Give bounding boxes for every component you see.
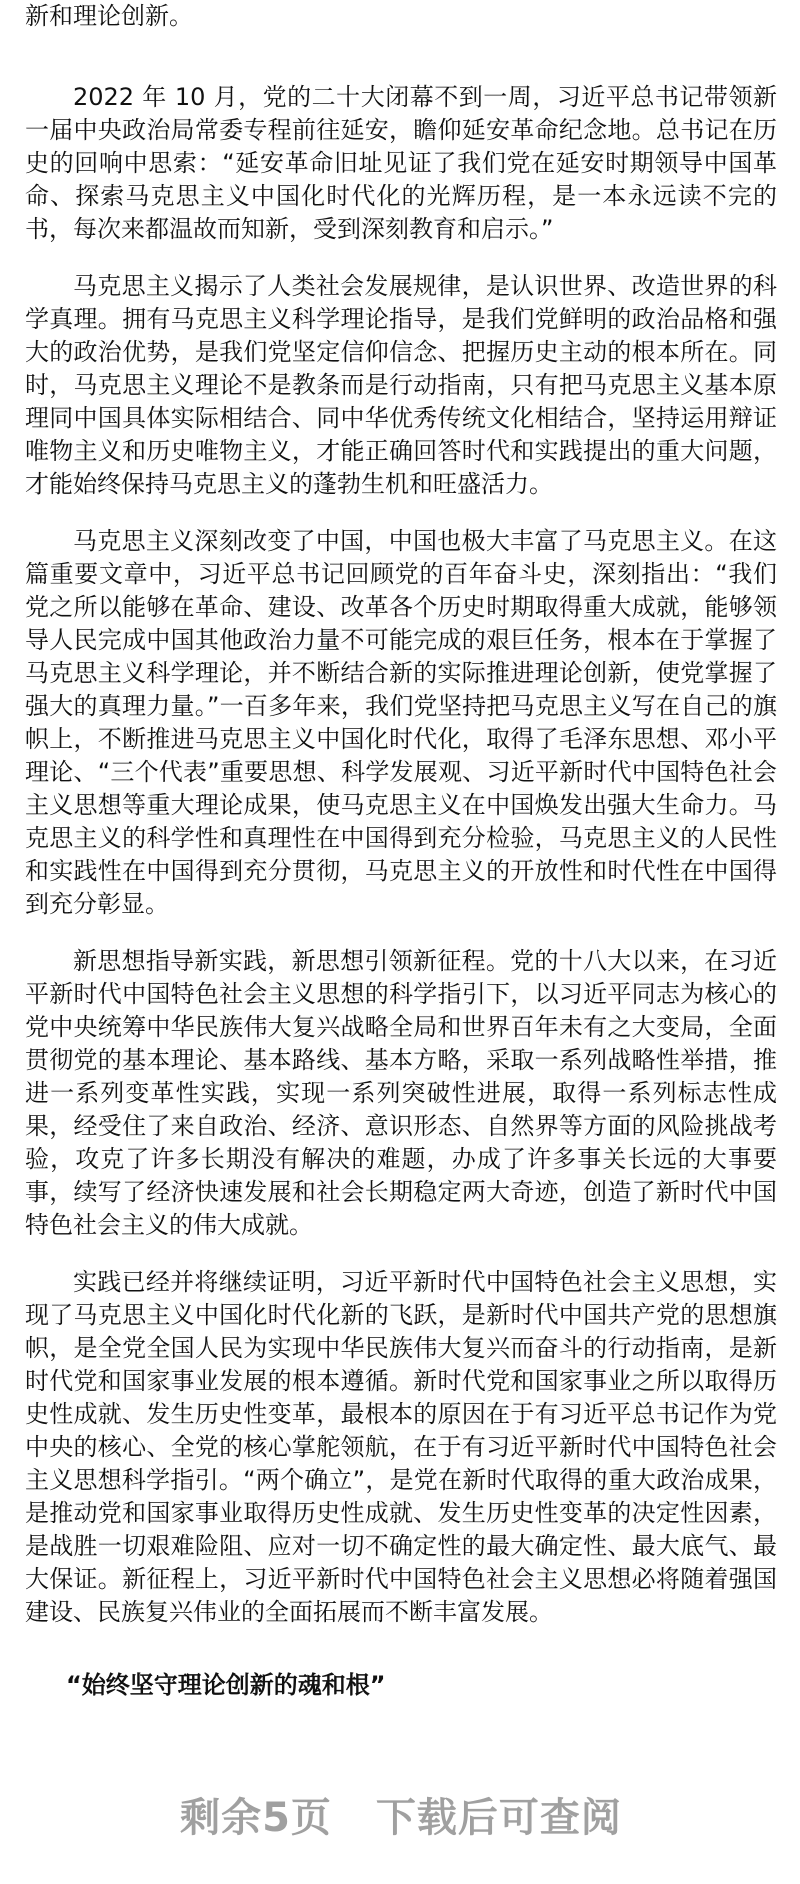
section-heading: “始终坚守理论创新的魂和根” — [66, 1671, 386, 1699]
paragraph: 2022 年 10 月，党的二十大闭幕不到一周，习近平总书记带领新一届中央政治局常委专程前往延安，瞻仰延安革命纪念地。总书记在历史的回响中思索：“延安革命旧址见证了我们党在延安时期领导中国革命、探索马克思主义中国化时代化的光辉历程，是一本永远读不完的书，每次来都温故而知新，受到深刻教育和启示。” — [25, 83, 777, 243]
paragraph: 实践已经并将继续证明，习近平新时代中国特色社会主义思想，实现了马克思主义中国化时代化新的飞跃，是新时代中国共产党的思想旗帜，是全党全国人民为实现中华民族伟大复兴而奋斗的行动指南，是新时代党和国家事业发展的根本遵循。新时代党和国家事业之所以取得历史性成就、发生历史性变革，最根本的原因在于有习近平总书记作为党中央的核心、全党的核心掌舵领航，在于有习近平新时代中国特色社会主义思想科学指引。“两个确立”，是党在新时代取得的重大政治成果，是推动党和国家事业取得历史性成就、发生历史性变革的决定性因素，是战胜一切艰难险阻、应对一切不确定性的最大确定性、最大底气、最大保证。新征程上，习近平新时代中国特色社会主义思想必将随着强国建设、民族复兴伟业的全面拓展而不断丰富发展。 — [25, 1268, 777, 1626]
download-prompt[interactable]: 下载后可查阅 — [375, 1795, 622, 1841]
paragraph: 新思想指导新实践，新思想引领新征程。党的十八大以来，在习近平新时代中国特色社会主义思想的科学指引下，以习近平同志为核心的党中央统筹中华民族伟大复兴战略全局和世界百年未有之大变局，全面贯彻党的基本理论、基本路线、基本方略，采取一系列战略性举措，推进一系列变革性实践，实现一系列突破性进展，取得一系列标志性成果，经受住了来自政治、经济、意识形态、自然界等方面的风险挑战考验，攻克了许多长期没有解决的难题，办成了许多事关长远的大事要事，续写了经济快速发展和社会长期稳定两大奇迹，创造了新时代中国特色社会主义的伟大成就。 — [25, 947, 777, 1239]
paragraph: 马克思主义揭示了人类社会发展规律，是认识世界、改造世界的科学真理。拥有马克思主义科学理论指导，是我们党鲜明的政治品格和强大的政治优势，是我们党坚定信仰信念、把握历史主动的根本所在。同时，马克思主义理论不是教条而是行动指南，只有把马克思主义基本原理同中国具体实际相结合、同中华优秀传统文化相结合，坚持运用辩证唯物主义和历史唯物主义，才能正确回答时代和实践提出的重大问题，才能始终保持马克思主义的蓬勃生机和旺盛活力。 — [25, 272, 777, 498]
document-body — [25, 0, 777, 1844]
previous-paragraph-tail: 新和理论创新。 — [25, 2, 193, 30]
download-to-read-banner[interactable] — [25, 1792, 777, 1844]
remaining-pages-label: 剩余5页 — [180, 1795, 332, 1841]
paragraph: 马克思主义深刻改变了中国，中国也极大丰富了马克思主义。在这篇重要文章中，习近平总书记回顾党的百年奋斗史，深刻指出：“我们党之所以能够在革命、建设、改革各个历史时期取得重大成就，能够领导人民完成中国其他政治力量不可能完成的艰巨任务，根本在于掌握了马克思主义科学理论，并不断结合新的实际推进理论创新，使党掌握了强大的真理力量。”一百多年来，我们党坚持把马克思主义写在自己的旗帜上，不断推进马克思主义中国化时代化，取得了毛泽东思想、邓小平理论、“三个代表”重要思想、科学发展观、习近平新时代中国特色社会主义思想等重大理论成果，使马克思主义在中国焕发出强大生命力。马克思主义的科学性和真理性在中国得到充分检验，马克思主义的人民性和实践性在中国得到充分贯彻，马克思主义的开放性和时代性在中国得到充分彰显。 — [25, 527, 777, 918]
